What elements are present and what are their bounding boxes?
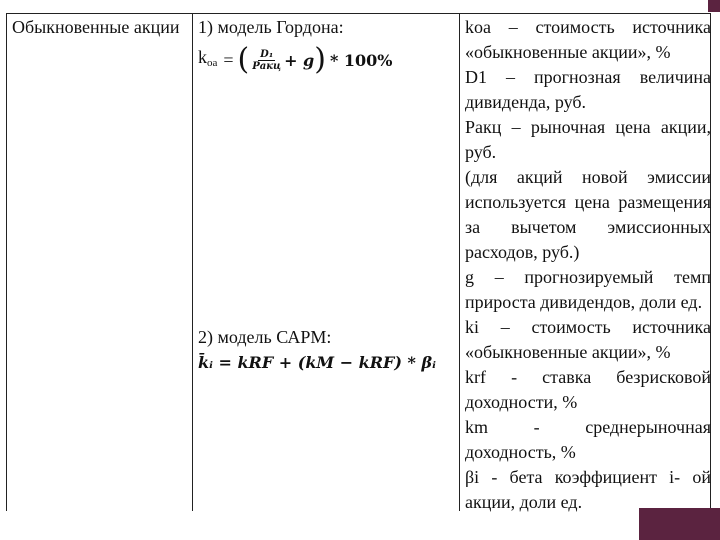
source-name-cell	[12, 15, 182, 40]
gordon-equals: =	[223, 49, 234, 70]
model-cell	[198, 15, 453, 375]
gordon-multiplier: * 100%	[329, 50, 393, 70]
gordon-fraction	[252, 49, 281, 72]
table-top-border	[6, 13, 711, 14]
definition-koa: kоа – стоимость источника «обыкновенные акции», %	[465, 17, 711, 62]
definition-g: g – прогнозируемый темп прироста дивидендов, доли ед.	[465, 267, 711, 312]
column-divider-2	[459, 13, 460, 511]
cost-table	[6, 13, 711, 511]
column-divider-left	[6, 13, 7, 511]
gordon-growth: + g	[284, 50, 315, 70]
gordon-denominator: Pакц	[252, 60, 282, 72]
definitions-cell	[465, 15, 711, 515]
column-divider-1	[192, 13, 193, 511]
definition-krf: krf - ставка безрисковой доходности, %	[465, 367, 711, 412]
corner-accent-small	[708, 0, 720, 12]
definition-d1: D1 – прогнозная величина дивиденда, руб.	[465, 67, 711, 112]
definition-ki: ki – стоимость источника «обыкновенные акции», %	[465, 317, 711, 362]
gordon-model-title: 1) модель Гордона:	[198, 17, 344, 37]
gordon-lhs: $k_{оа}$	[198, 46, 218, 69]
corner-accent-block	[639, 508, 720, 540]
definition-km: km - среднерыночная доходность, %	[465, 417, 711, 462]
source-name: Обыкновенные акции	[12, 17, 180, 37]
definition-pakc: Ракц – рыночная цена акции, руб.	[465, 117, 711, 162]
definition-new-issue: (для акций новой эмиссии используется цена размещения за вычетом эмиссионных расходов, руб.)	[465, 167, 711, 262]
definition-beta: βi - бета коэффициент i- ой акции, доли ед.	[465, 467, 711, 512]
gordon-expression: ( $\frac{\text{D₁}}{\text{Pакц}}$ + g ) * 100%	[237, 42, 393, 77]
capm-formula: k̄ᵢ = kRF + (kM − kRF) * βᵢ	[198, 353, 436, 372]
gordon-numerator: D₁	[260, 48, 274, 60]
capm-model-title: 2) модель САРМ:	[198, 327, 332, 347]
gordon-formula	[198, 40, 453, 80]
